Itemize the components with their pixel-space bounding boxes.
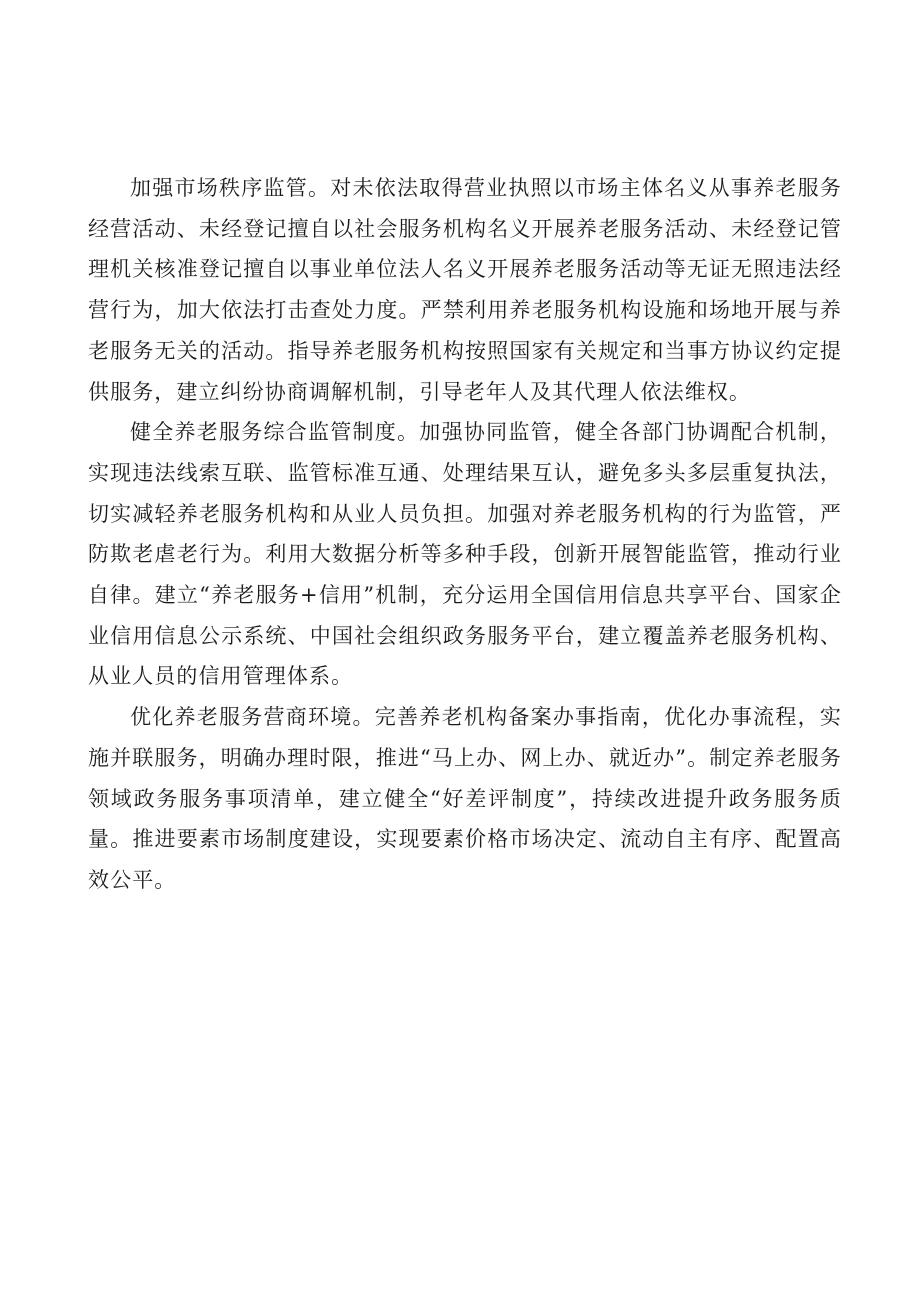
paragraph-comprehensive-supervision: 健全养老服务综合监管制度。加强协同监管，健全各部门协调配合机制，实现违法线索互联、监管标准互通、处理结果互认，避免多头多层重复执法，切实减轻养老服务机构和从业人员负担。加强对养老服务机构的行为监管，严防欺老虐老行为。利用大数据分析等多种手段，创新开展智能监管，推动行业自律。建立“养老服务+信用”机制，充分运用全国信用信息共享平台、国家企业信用信息公示系统、中国社会组织政务服务平台，建立覆盖养老服务机构、从业人员的信用管理体系。 [88, 420, 842, 689]
paragraph-market-order-supervision: 加强市场秩序监管。对未依法取得营业执照以市场主体名义从事养老服务经营活动、未经登记擅自以社会服务机构名义开展养老服务活动、未经登记管理机关核准登记擅自以事业单位法人名义开展养老服务活动等无证无照违法经营行为，加大依法打击查处力度。严禁利用养老服务机构设施和场地开展与养老服务无关的活动。指导养老服务机构按照国家有关规定和当事方协议约定提供服务，建立纠纷协商调解机制，引导老年人及其代理人依法维权。 [88, 176, 842, 404]
paragraph-business-environment: 优化养老服务营商环境。完善养老机构备案办事指南，优化办事流程，实施并联服务，明确办理时限，推进“马上办、网上办、就近办”。制定养老服务领域政务服务事项清单，建立健全“好差评制度”，持续改进提升政务服务质量。推进要素市场制度建设，实现要素价格市场决定、流动自主有序、配置高效公平。 [88, 705, 842, 892]
document-body [88, 168, 842, 901]
